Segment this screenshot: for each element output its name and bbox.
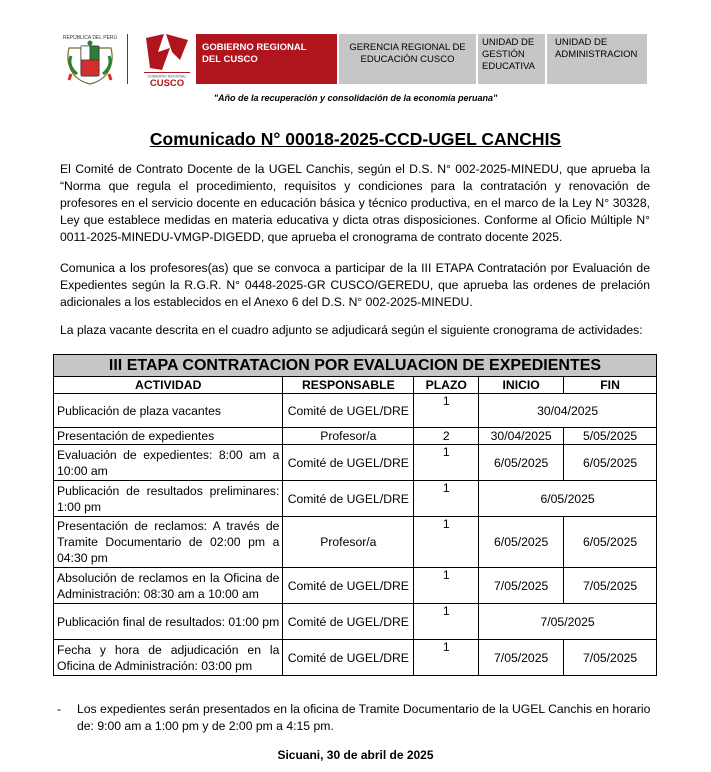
row-responsible: Comité de UGEL/DRE xyxy=(283,640,414,676)
row-plazo: 2 xyxy=(414,428,479,445)
year-motto: "Año de la recuperación y consolidación de la economía peruana" xyxy=(213,93,498,103)
row-plazo: 1 xyxy=(414,604,479,640)
row-start: 7/05/2025 xyxy=(479,568,564,604)
row-activity: Evaluación de expedientes: 8:00 am a 10:00 am xyxy=(54,445,283,481)
table-row xyxy=(54,604,657,640)
row-plazo: 1 xyxy=(414,445,479,481)
table-row xyxy=(54,428,657,445)
row-responsible: Comité de UGEL/DRE xyxy=(283,604,414,640)
table-header-row xyxy=(54,377,657,394)
row-activity: Fecha y hora de adjudicación en la Oficina de Administración: 03:00 pm xyxy=(54,640,283,676)
note-text: Los expedientes serán presentados en la oficina de Tramite Documentario de la UGEL Canchis en horario de: 9:00 am a 1:00 pm y de 2:00 pm a 4:15 pm. xyxy=(77,702,651,733)
row-activity: Presentación de reclamos: A través de Tramite Documentario de 02:00 pm a 04:30 pm xyxy=(54,517,283,568)
header-divider xyxy=(127,34,128,84)
header-actividad: ACTIVIDAD xyxy=(54,377,283,394)
table-row xyxy=(54,640,657,676)
row-responsible: Comité de UGEL/DRE xyxy=(283,481,414,517)
table-title-row xyxy=(54,355,657,377)
gerencia-regional-box xyxy=(339,34,476,84)
table-row xyxy=(54,568,657,604)
unidad-administracion-box xyxy=(547,34,647,84)
row-end: 6/05/2025 xyxy=(564,445,657,481)
row-responsible: Profesor/a xyxy=(283,428,414,445)
row-date: 7/05/2025 xyxy=(479,604,657,640)
box3-line1: UNIDAD DE xyxy=(482,37,535,48)
row-responsible: Comité de UGEL/DRE xyxy=(283,394,414,428)
row-end: 7/05/2025 xyxy=(564,568,657,604)
signature-date: Sicuani, 30 de abril de 2025 xyxy=(277,748,434,762)
row-date: 30/04/2025 xyxy=(479,394,657,428)
row-date: 6/05/2025 xyxy=(479,481,657,517)
box2-line2: EDUCACIÓN CUSCO xyxy=(360,54,455,65)
row-activity: Publicación de resultados preliminares: 1:00 pm xyxy=(54,481,283,517)
peru-coat-of-arms-icon xyxy=(59,30,121,88)
row-activity: Publicación final de resultados: 01:00 pm xyxy=(54,604,283,640)
table-row xyxy=(54,517,657,568)
box4-line1: UNIDAD DE xyxy=(555,37,608,48)
row-activity: Presentación de expedientes xyxy=(54,428,283,445)
header-plazo: PLAZO xyxy=(414,377,479,394)
header-responsable: RESPONSABLE xyxy=(283,377,414,394)
table-row xyxy=(54,481,657,517)
row-start: 6/05/2025 xyxy=(479,445,564,481)
seal-text: REPÚBLICA DEL PERÚ xyxy=(62,35,118,41)
row-responsible: Comité de UGEL/DRE xyxy=(283,568,414,604)
row-activity: Absolución de reclamos en la Oficina de Administración: 08:30 am a 10:00 am xyxy=(54,568,283,604)
submission-note xyxy=(57,701,657,735)
paragraph-3: La plaza vacante descrita en el cuadro adjunto se adjudicará según el siguiente cronograma de actividades: xyxy=(60,323,643,337)
row-responsible: Comité de UGEL/DRE xyxy=(283,445,414,481)
row-plazo: 1 xyxy=(414,481,479,517)
cusco-logo-icon xyxy=(140,30,194,88)
row-plazo: 1 xyxy=(414,568,479,604)
header-fin: FIN xyxy=(564,377,657,394)
table-row xyxy=(54,445,657,481)
row-end: 6/05/2025 xyxy=(564,517,657,568)
note-bullet: - xyxy=(57,702,62,716)
header-inicio: INICIO xyxy=(479,377,564,394)
row-activity: Publicación de plaza vacantes xyxy=(54,394,283,428)
row-plazo: 1 xyxy=(414,640,479,676)
paragraph-2: Comunica a los profesores(as) que se convoca a participar de la III ETAPA Contratación por Evaluación de Expedientes según la R.G.R. N° 0448-2025-GR CUSCO/GEREDU, que aprueba las ordenes de prelación adicionales a los establecidos en el Anexo 6 del D.S. N° 002-2025-MINEDU. xyxy=(60,261,650,309)
box2-line1: GERENCIA REGIONAL DE xyxy=(349,42,466,53)
row-start: 6/05/2025 xyxy=(479,517,564,568)
row-plazo: 1 xyxy=(414,517,479,568)
logo-text: CUSCO xyxy=(149,78,185,88)
row-start: 30/04/2025 xyxy=(479,428,564,445)
box1-line1: GOBIERNO REGIONAL xyxy=(202,42,307,53)
schedule-table xyxy=(53,354,657,676)
paragraph-1: El Comité de Contrato Docente de la UGEL Canchis, según el D.S. N° 002-2025-MINEDU, que aprueba la “Norma que regula el procedimiento, requisitos y condiciones para la contratación y renovación de profesores en el servicio docente en educación básica y técnico productiva, en el marco de la Ley N° 30328, Ley que establece medidas en materia educativa y dicta otras disposiciones. Conforme al Oficio Múltiple N° 0011-2025-MINEDU-VMGP-DIGEDD, que aprueba el cronograma de contrato docente 2025. xyxy=(60,162,650,244)
box3-line3: EDUCATIVA xyxy=(482,61,535,72)
document-title: Comunicado N° 00018-2025-CCD-UGEL CANCHIS xyxy=(149,129,562,149)
table-title: III ETAPA CONTRATACION POR EVALUACION DE EXPEDIENTES xyxy=(54,355,657,377)
box4-line2: ADMINISTRACION xyxy=(555,49,638,60)
box1-line2: DEL CUSCO xyxy=(202,54,258,65)
box3-line2: GESTIÓN xyxy=(482,49,525,60)
row-end: 7/05/2025 xyxy=(564,640,657,676)
gobierno-regional-box xyxy=(196,34,337,84)
row-start: 7/05/2025 xyxy=(479,640,564,676)
row-responsible: Profesor/a xyxy=(283,517,414,568)
row-end: 5/05/2025 xyxy=(564,428,657,445)
row-plazo: 1 xyxy=(414,394,479,428)
ugel-box xyxy=(478,34,545,84)
table-row xyxy=(54,394,657,428)
logo-caption: GOBIERNO REGIONAL xyxy=(147,74,187,79)
